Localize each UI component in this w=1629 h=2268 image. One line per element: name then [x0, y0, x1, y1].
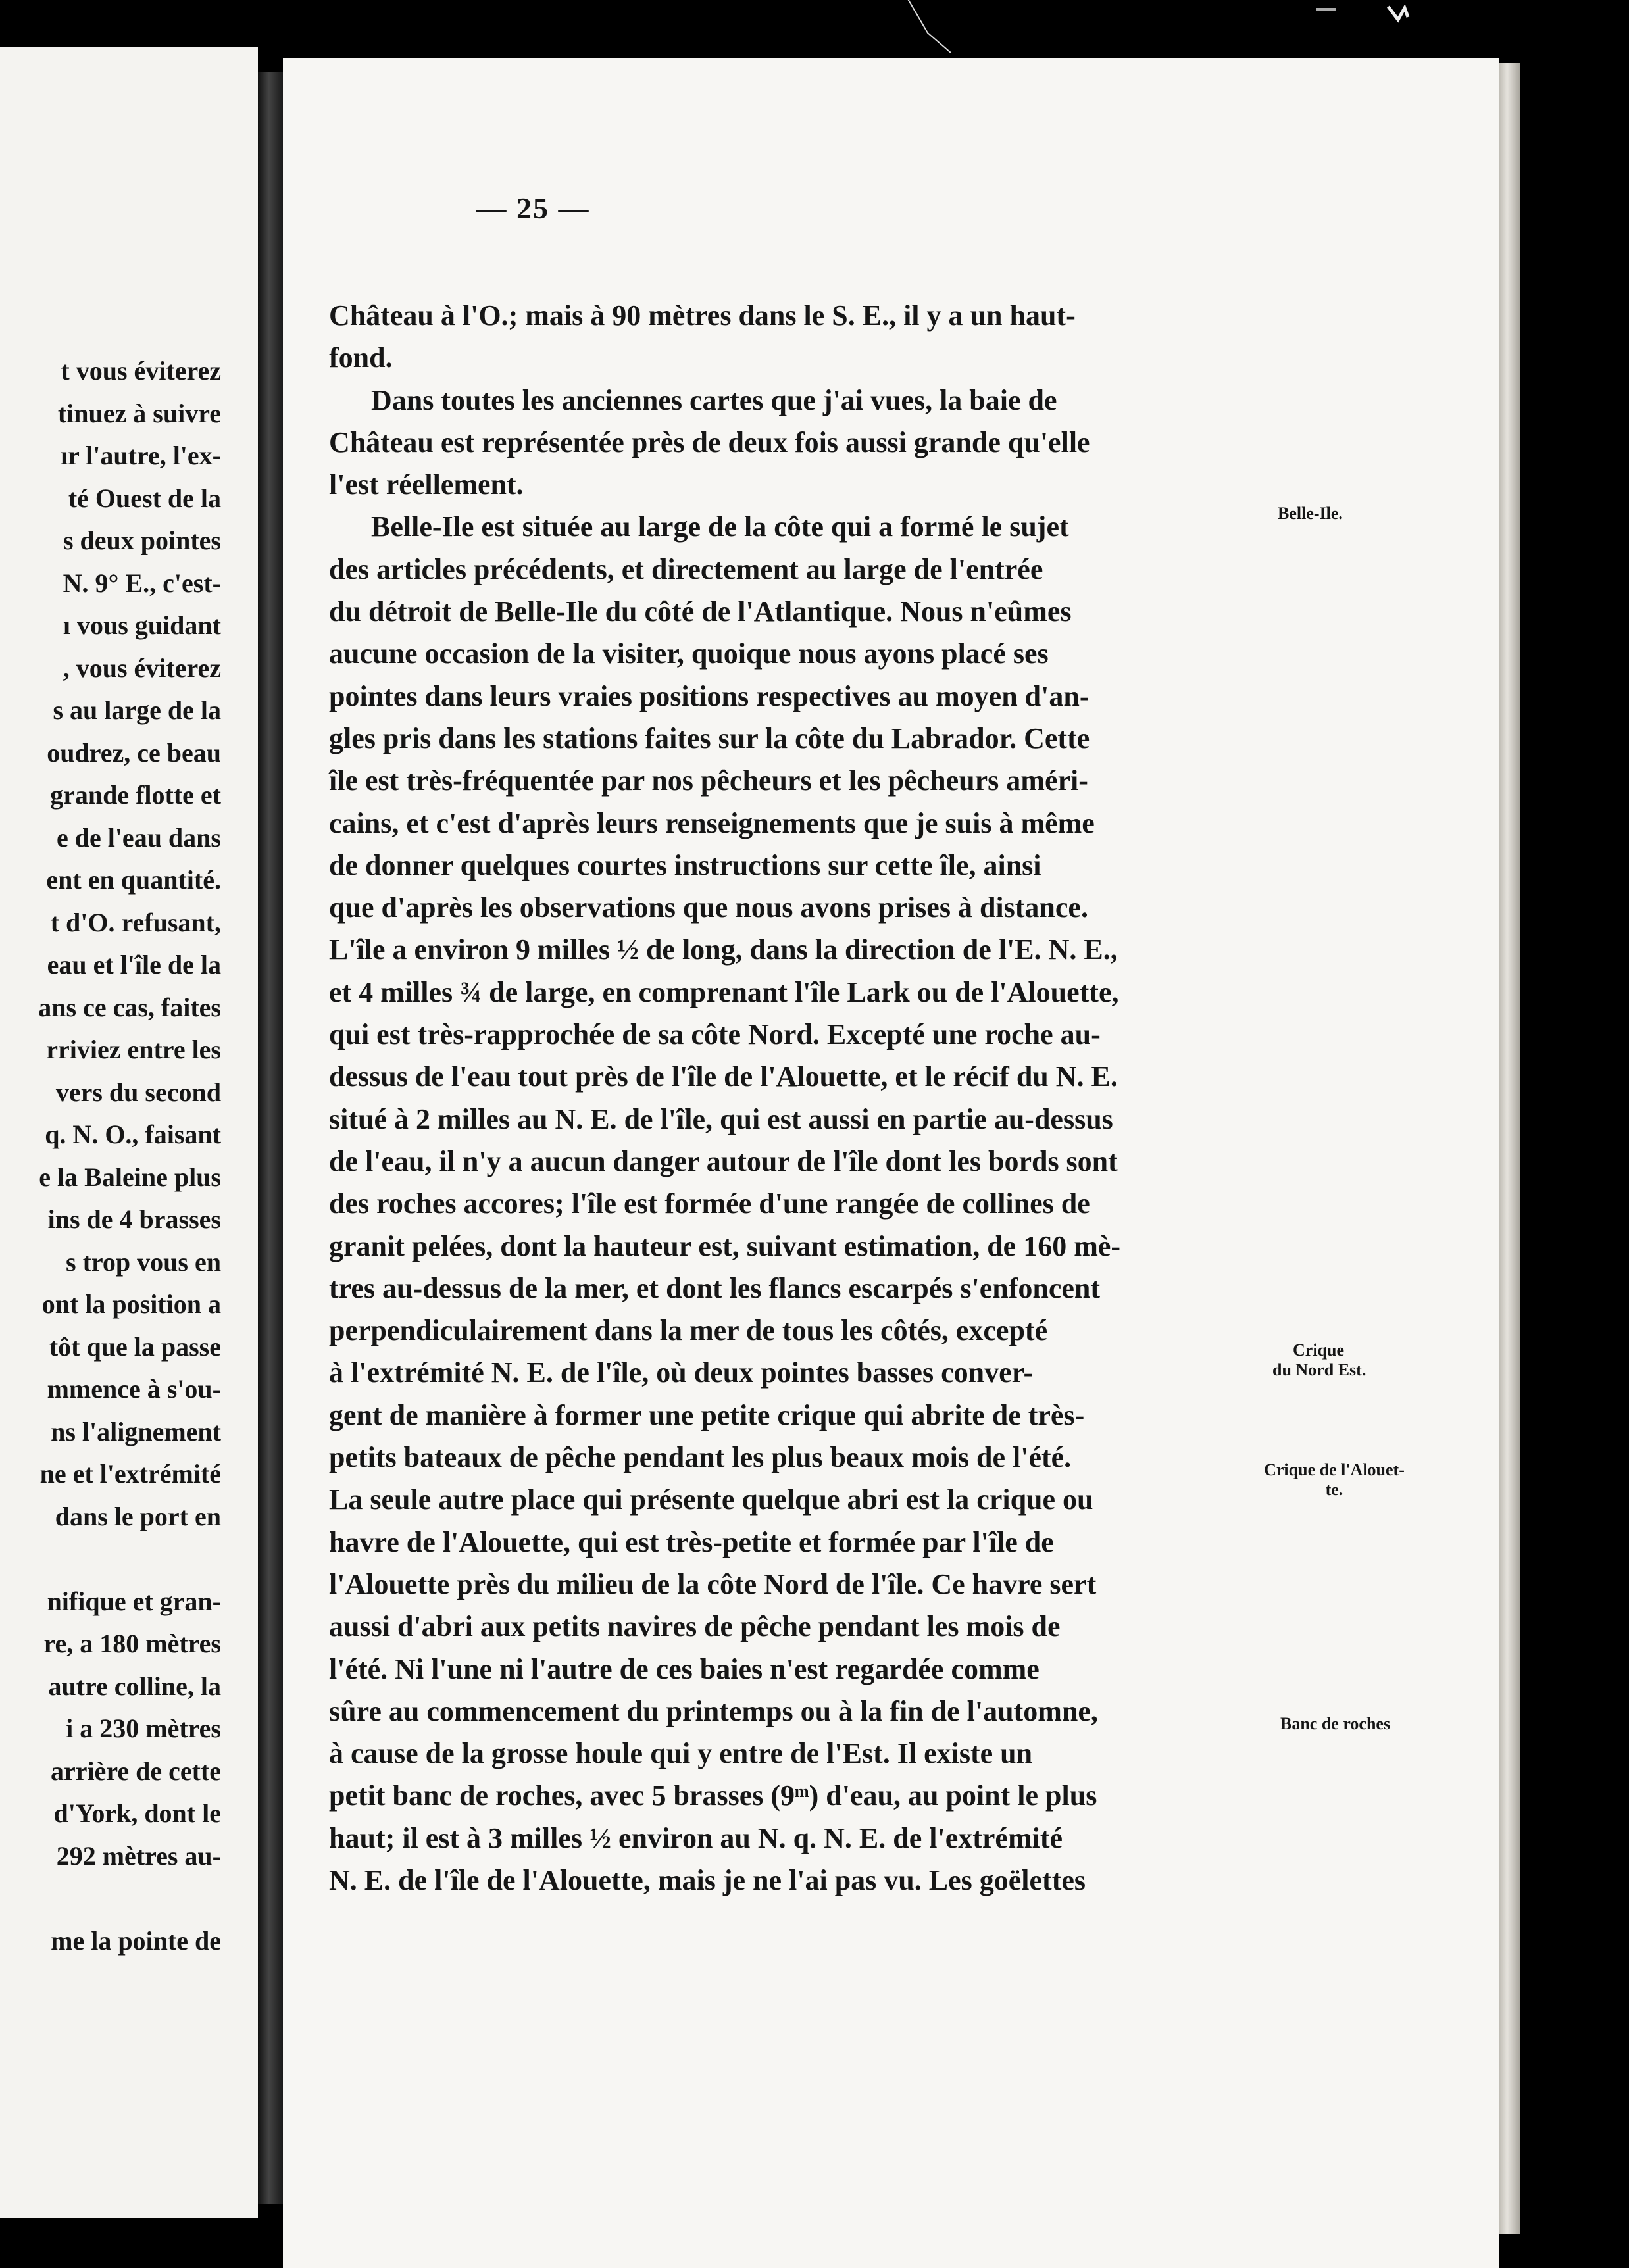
text-line: i a 230 mètres — [66, 1713, 221, 1743]
body-text — [329, 295, 1250, 1902]
text-line: situé à 2 milles au N. E. de l'île, qui est aussi en partie au-dessus — [329, 1102, 1113, 1135]
text-line: gles pris dans les stations faites sur la côte du Labrador. Cette — [329, 722, 1090, 754]
margin-note-line: du Nord Est. — [1272, 1360, 1366, 1379]
text-line: aussi d'abri aux petits navires de pêche pendant les mois de — [329, 1610, 1061, 1643]
text-line — [38, 1538, 221, 1581]
margin-note-line: Crique de l'Alouet- — [1264, 1460, 1405, 1479]
text-line: havre de l'Alouette, qui est très-petite et formée par l'île de — [329, 1525, 1054, 1558]
text-line: des articles précédents, et directement au large de l'entrée — [329, 553, 1043, 585]
text-line: Château est représentée près de deux fois aussi grande qu'elle — [329, 426, 1090, 458]
text-line: oudrez, ce beau — [47, 737, 221, 768]
text-line: N. 9° E., c'est- — [63, 568, 221, 598]
text-line: petit banc de roches, avec 5 brasses (9ᵐ) d'eau, au point le plus — [329, 1779, 1097, 1812]
text-line: grande flotte et — [50, 780, 221, 810]
text-line: de l'eau, il n'y a aucun danger autour de l'île dont les bords sont — [329, 1145, 1118, 1177]
text-line: tinuez à suivre — [57, 398, 221, 428]
text-line: Dans toutes les anciennes cartes que j'ai vues, la baie de — [371, 383, 1057, 416]
text-line: dessus de l'eau tout près de l'île de l'Alouette, et le récif du N. E. — [329, 1060, 1118, 1093]
text-line: N. E. de l'île de l'Alouette, mais je ne l'ai pas vu. Les goëlettes — [329, 1863, 1086, 1896]
margin-note-crique-nord-est — [1272, 1341, 1365, 1380]
text-line: pointes dans leurs vraies positions respectives au moyen d'an- — [329, 679, 1090, 712]
text-line: rriviez entre les — [46, 1035, 221, 1064]
text-line: et 4 milles ¾ de large, en comprenant l'île Lark ou de l'Alouette, — [329, 975, 1119, 1008]
text-line: à cause de la grosse houle qui y entre de l'Est. Il existe un — [329, 1737, 1033, 1770]
text-line: tôt que la passe — [49, 1331, 221, 1362]
text-line: l'été. Ni l'une ni l'autre de ces baies n'est regardée comme — [329, 1652, 1040, 1685]
text-line: e la Baleine plus — [39, 1162, 221, 1192]
page-number: — 25 — — [476, 191, 590, 225]
text-line: sûre au commencement du printemps ou à la fin de l'automne, — [329, 1694, 1098, 1727]
margin-note-belle-ile: Belle-Ile. — [1278, 504, 1343, 523]
text-line: gent de manière à former une petite crique qui abrite de très- — [329, 1398, 1085, 1431]
text-line: s deux pointes — [63, 526, 221, 555]
text-line: t vous éviterez — [61, 356, 221, 385]
text-line: mmence à s'ou- — [47, 1374, 221, 1404]
text-line: té Ouest de la — [68, 483, 221, 513]
text-line: ins de 4 brasses — [47, 1204, 221, 1234]
text-line: Château à l'O.; mais à 90 mètres dans le S. E., il y a un haut- — [329, 299, 1076, 332]
text-line: ı vous guidant — [63, 610, 221, 640]
margin-note-banc-roches: Banc de roches — [1280, 1714, 1391, 1733]
margin-note-crique-alouette — [1262, 1460, 1407, 1500]
text-line: La seule autre place qui présente quelque abri est la crique ou — [329, 1483, 1093, 1516]
text-line: t d'O. refusant, — [50, 907, 221, 937]
text-line: du détroit de Belle-Ile du côté de l'Atlantique. Nous n'eûmes — [329, 595, 1072, 628]
margin-note-line: Crique — [1293, 1341, 1344, 1360]
page-edge — [1499, 63, 1520, 2234]
text-line: e de l'eau dans — [56, 822, 221, 852]
text-line: me la pointe de — [51, 1925, 221, 1956]
text-line: ans ce cas, faites — [38, 992, 221, 1022]
text-line: re, a 180 mètres — [43, 1629, 221, 1658]
margin-note-line: te. — [1325, 1480, 1343, 1499]
text-line: ır l'autre, l'ex- — [60, 441, 221, 470]
text-line: cains, et c'est d'après leurs renseignements que je suis à même — [329, 806, 1095, 839]
text-line: l'Alouette près du milieu de la côte Nord de l'île. Ce havre sert — [329, 1567, 1097, 1600]
text-line: granit pelées, dont la hauteur est, suivant estimation, de 160 mè- — [329, 1229, 1121, 1262]
text-line: des roches accores; l'île est formée d'une rangée de collines de — [329, 1187, 1090, 1220]
text-line: s trop vous en — [66, 1246, 221, 1277]
text-line: 292 mètres au- — [56, 1840, 221, 1871]
text-line: autre colline, la — [48, 1671, 221, 1701]
text-line: d'York, dont le — [53, 1798, 221, 1828]
text-line: nifique et gran- — [47, 1586, 221, 1616]
text-line: ne et l'extrémité — [39, 1459, 221, 1489]
left-page-text — [38, 350, 221, 1962]
text-line: Belle-Ile est située au large de la côte qui a formé le sujet — [371, 510, 1069, 543]
text-line: ent en quantité. — [46, 865, 221, 895]
ink-marks — [1309, 0, 1415, 26]
text-line: , vous éviterez — [63, 653, 221, 683]
text-line: perpendiculairement dans la mer de tous les côtés, excepté — [329, 1314, 1048, 1347]
text-line: ns l'alignement — [51, 1416, 221, 1446]
text-line: q. N. O., faisant — [45, 1120, 221, 1149]
text-line: à l'extrémité N. E. de l'île, où deux pointes basses conver- — [329, 1356, 1034, 1389]
text-line: haut; il est à 3 milles ½ environ au N. q. N. E. de l'extrémité — [329, 1821, 1063, 1854]
text-line: vers du second — [55, 1077, 221, 1107]
text-line: arrière de cette — [50, 1756, 221, 1786]
text-line: aucune occasion de la visiter, quoique nous ayons placé ses — [329, 637, 1049, 670]
text-line: petits bateaux de pêche pendant les plus beaux mois de l'été. — [329, 1441, 1072, 1474]
text-line: tres au-dessus de la mer, et dont les flancs escarpés s'enfoncent — [329, 1271, 1101, 1304]
text-line: l'est réellement. — [329, 468, 524, 501]
text-line: qui est très-rapprochée de sa côte Nord. Excepté une roche au- — [329, 1018, 1101, 1051]
text-line: eau et l'île de la — [47, 950, 221, 979]
scratch-mark — [901, 0, 954, 53]
text-line — [38, 1877, 221, 1920]
text-line: fond. — [329, 341, 393, 374]
left-page — [0, 47, 258, 2218]
text-line: ont la position a — [41, 1289, 221, 1319]
text-line: que d'après les observations que nous avons prises à distance. — [329, 891, 1088, 924]
text-line: île est très-fréquentée par nos pêcheurs et les pêcheurs améri- — [329, 764, 1088, 797]
text-line: L'île a environ 9 milles ½ de long, dans la direction de l'E. N. E., — [329, 933, 1118, 966]
text-line: dans le port en — [55, 1501, 221, 1531]
text-line: de donner quelques courtes instructions sur cette île, ainsi — [329, 849, 1041, 881]
text-line: s au large de la — [53, 695, 221, 725]
